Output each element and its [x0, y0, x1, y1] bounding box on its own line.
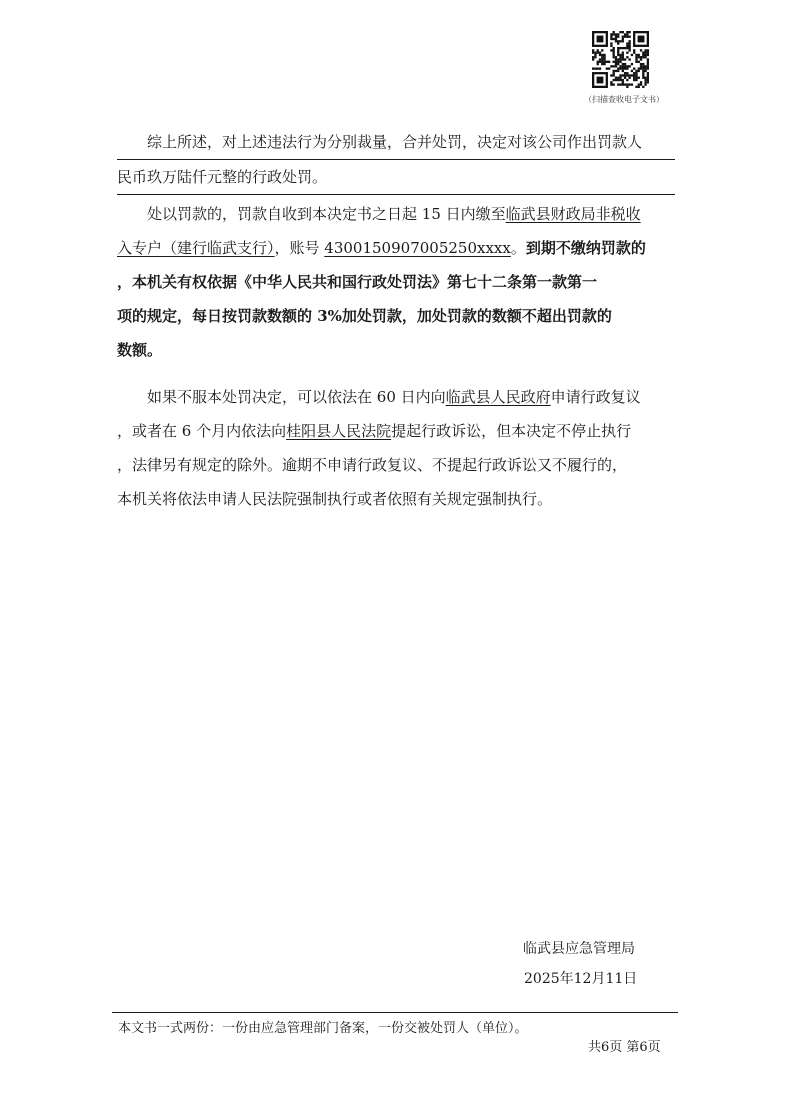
issuing-organization: 临武县应急管理局	[523, 941, 635, 957]
payment-account-name: 临武县财政局非税收	[505, 205, 641, 223]
qr-caption: （扫描查收电子文书）	[584, 95, 664, 104]
appeal-line-4: 本机关将依法申请人民法院强制执行或者依照有关规定强制执行。	[117, 490, 553, 508]
appeal-text: 如果不服本处罚决定，可以依法在 60 日内向	[147, 388, 446, 406]
payment-text: ，账号	[274, 239, 325, 257]
appeal-text: 申请行政复议	[550, 388, 641, 406]
appeal-text: 提起行政诉讼，但本决定不停止执行	[391, 422, 632, 440]
appeal-text: ，或者在 6 个月内依法向	[117, 422, 287, 440]
qr-code	[592, 31, 649, 88]
payment-text: 。	[510, 239, 526, 257]
appeal-line-2	[117, 414, 675, 448]
payment-paragraph	[117, 197, 675, 367]
issue-date: 2025年12月11日	[524, 971, 638, 987]
footer-note: 本文书一式两份：一份由应急管理部门备案，一份交被处罚人（单位）。	[118, 1021, 528, 1036]
appeal-line-1	[117, 380, 675, 414]
litigation-court: 桂阳县人民法院	[286, 422, 392, 440]
penalty-warning-line-5: 数额。	[117, 341, 163, 359]
payment-line-2	[117, 231, 675, 265]
payment-line-1	[117, 197, 675, 231]
penalty-warning-line-3: ，本机关有权依据《中华人民共和国行政处罚法》第七十二条第一款第一	[117, 273, 598, 291]
payment-text: 处以罚款的，罚款自收到本决定书之日起 15 日内缴至	[147, 205, 506, 223]
page-number: 共6页 第6页	[588, 1040, 661, 1055]
appeal-paragraph	[117, 380, 675, 516]
footer-divider	[112, 1012, 678, 1013]
payment-bank: 入专户（建行临武支行）	[117, 239, 275, 257]
penalty-warning: 到期不缴纳罚款的	[525, 239, 646, 257]
payment-account-number: 4300150907005250xxxx	[324, 239, 511, 257]
review-authority: 临武县人民政府	[445, 388, 551, 406]
summary-paragraph	[117, 125, 675, 195]
penalty-warning-line-4: 项的规定，每日按罚款数额的 3%加处罚款，加处罚款的数额不超出罚款的	[117, 307, 612, 325]
appeal-line-3: ，法律另有规定的除外。逾期不申请行政复议、不提起行政诉讼又不履行的，	[117, 456, 628, 474]
summary-line-2: 民币玖万陆仟元整的行政处罚。	[117, 160, 675, 195]
summary-line-1: 综上所述，对上述违法行为分别裁量，合并处罚，决定对该公司作出罚款人	[117, 125, 675, 160]
